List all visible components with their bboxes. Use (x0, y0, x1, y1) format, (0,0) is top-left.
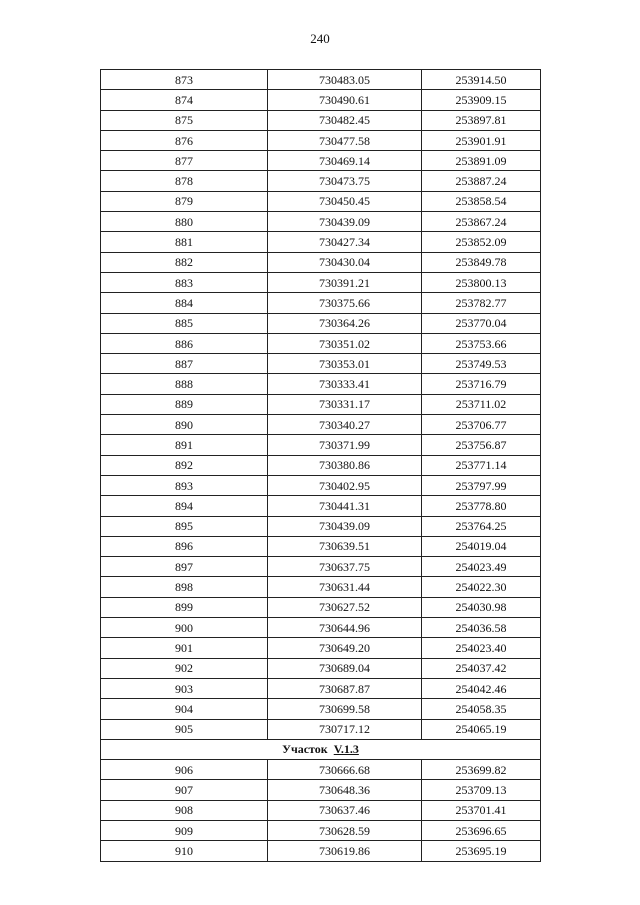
point-number-cell: 875 (101, 110, 268, 130)
table-row (101, 252, 541, 272)
point-number-cell: 884 (101, 293, 268, 313)
y-coordinate-cell: 253695.19 (422, 841, 541, 861)
table-row (101, 212, 541, 232)
point-number-cell: 901 (101, 638, 268, 658)
point-number-cell: 910 (101, 841, 268, 861)
y-coordinate-cell: 253914.50 (422, 70, 541, 90)
x-coordinate-cell: 730482.45 (268, 110, 422, 130)
y-coordinate-cell: 253891.09 (422, 151, 541, 171)
y-coordinate-cell: 254036.58 (422, 618, 541, 638)
table-row (101, 475, 541, 495)
x-coordinate-cell: 730637.46 (268, 800, 422, 820)
table-row (101, 90, 541, 110)
point-number-cell: 877 (101, 151, 268, 171)
x-coordinate-cell: 730477.58 (268, 130, 422, 150)
y-coordinate-cell: 254022.30 (422, 577, 541, 597)
point-number-cell: 897 (101, 557, 268, 577)
y-coordinate-cell: 253852.09 (422, 232, 541, 252)
y-coordinate-cell: 253709.13 (422, 780, 541, 800)
x-coordinate-cell: 730648.36 (268, 780, 422, 800)
table-row (101, 232, 541, 252)
x-coordinate-cell: 730380.86 (268, 455, 422, 475)
x-coordinate-cell: 730483.05 (268, 70, 422, 90)
point-number-cell: 887 (101, 354, 268, 374)
table-row (101, 678, 541, 698)
point-number-cell: 894 (101, 496, 268, 516)
table-row (101, 272, 541, 292)
section-label: Участок (282, 742, 328, 757)
point-number-cell: 899 (101, 597, 268, 617)
y-coordinate-cell: 253849.78 (422, 252, 541, 272)
table-row (101, 415, 541, 435)
y-coordinate-cell: 253770.04 (422, 313, 541, 333)
point-number-cell: 902 (101, 658, 268, 678)
point-number-cell: 874 (101, 90, 268, 110)
point-number-cell: 889 (101, 394, 268, 414)
table-row (101, 496, 541, 516)
x-coordinate-cell: 730666.68 (268, 760, 422, 780)
y-coordinate-cell: 253711.02 (422, 394, 541, 414)
y-coordinate-cell: 253706.77 (422, 415, 541, 435)
table-row (101, 333, 541, 353)
page-number: 240 (310, 31, 330, 46)
point-number-cell: 908 (101, 800, 268, 820)
table-row (101, 597, 541, 617)
point-number-cell: 907 (101, 780, 268, 800)
y-coordinate-cell: 253897.81 (422, 110, 541, 130)
x-coordinate-cell: 730469.14 (268, 151, 422, 171)
y-coordinate-cell: 254023.49 (422, 557, 541, 577)
y-coordinate-cell: 253771.14 (422, 455, 541, 475)
table-row (101, 130, 541, 150)
x-coordinate-cell: 730649.20 (268, 638, 422, 658)
x-coordinate-cell: 730631.44 (268, 577, 422, 597)
table-body-after (101, 760, 541, 861)
x-coordinate-cell: 730441.31 (268, 496, 422, 516)
x-coordinate-cell: 730687.87 (268, 678, 422, 698)
coordinates-table (100, 69, 541, 862)
table-row (101, 800, 541, 820)
y-coordinate-cell: 253782.77 (422, 293, 541, 313)
x-coordinate-cell: 730375.66 (268, 293, 422, 313)
point-number-cell: 895 (101, 516, 268, 536)
table-row (101, 820, 541, 840)
x-coordinate-cell: 730371.99 (268, 435, 422, 455)
point-number-cell: 885 (101, 313, 268, 333)
table-row (101, 658, 541, 678)
table-row (101, 841, 541, 861)
y-coordinate-cell: 253909.15 (422, 90, 541, 110)
y-coordinate-cell: 254058.35 (422, 699, 541, 719)
x-coordinate-cell: 730619.86 (268, 841, 422, 861)
x-coordinate-cell: 730644.96 (268, 618, 422, 638)
table-row (101, 374, 541, 394)
table-row (101, 70, 541, 90)
point-number-cell: 896 (101, 536, 268, 556)
y-coordinate-cell: 253887.24 (422, 171, 541, 191)
point-number-cell: 906 (101, 760, 268, 780)
table-row (101, 618, 541, 638)
x-coordinate-cell: 730402.95 (268, 475, 422, 495)
y-coordinate-cell: 253696.65 (422, 820, 541, 840)
table-row (101, 455, 541, 475)
x-coordinate-cell: 730628.59 (268, 820, 422, 840)
x-coordinate-cell: 730689.04 (268, 658, 422, 678)
point-number-cell: 879 (101, 191, 268, 211)
y-coordinate-cell: 253701.41 (422, 800, 541, 820)
point-number-cell: 883 (101, 272, 268, 292)
table-row (101, 760, 541, 780)
point-number-cell: 881 (101, 232, 268, 252)
x-coordinate-cell: 730637.75 (268, 557, 422, 577)
table-row (101, 780, 541, 800)
x-coordinate-cell: 730427.34 (268, 232, 422, 252)
section-header-row (101, 739, 541, 759)
y-coordinate-cell: 254065.19 (422, 719, 541, 739)
x-coordinate-cell: 730699.58 (268, 699, 422, 719)
x-coordinate-cell: 730340.27 (268, 415, 422, 435)
x-coordinate-cell: 730331.17 (268, 394, 422, 414)
x-coordinate-cell: 730364.26 (268, 313, 422, 333)
point-number-cell: 904 (101, 699, 268, 719)
y-coordinate-cell: 254019.04 (422, 536, 541, 556)
point-number-cell: 880 (101, 212, 268, 232)
x-coordinate-cell: 730430.04 (268, 252, 422, 272)
table-row (101, 191, 541, 211)
x-coordinate-cell: 730353.01 (268, 354, 422, 374)
y-coordinate-cell: 253858.54 (422, 191, 541, 211)
y-coordinate-cell: 254037.42 (422, 658, 541, 678)
y-coordinate-cell: 254030.98 (422, 597, 541, 617)
x-coordinate-cell: 730473.75 (268, 171, 422, 191)
x-coordinate-cell: 730639.51 (268, 536, 422, 556)
point-number-cell: 888 (101, 374, 268, 394)
y-coordinate-cell: 253901.91 (422, 130, 541, 150)
x-coordinate-cell: 730627.52 (268, 597, 422, 617)
table-row (101, 577, 541, 597)
y-coordinate-cell: 253716.79 (422, 374, 541, 394)
y-coordinate-cell: 253800.13 (422, 272, 541, 292)
table-row (101, 293, 541, 313)
y-coordinate-cell: 253699.82 (422, 760, 541, 780)
table-row (101, 699, 541, 719)
x-coordinate-cell: 730333.41 (268, 374, 422, 394)
x-coordinate-cell: 730351.02 (268, 333, 422, 353)
point-number-cell: 890 (101, 415, 268, 435)
point-number-cell: 892 (101, 455, 268, 475)
table-row (101, 151, 541, 171)
y-coordinate-cell: 254023.40 (422, 638, 541, 658)
table-row (101, 171, 541, 191)
x-coordinate-cell: 730439.09 (268, 516, 422, 536)
y-coordinate-cell: 253764.25 (422, 516, 541, 536)
point-number-cell: 898 (101, 577, 268, 597)
table-body-before (101, 70, 541, 740)
point-number-cell: 900 (101, 618, 268, 638)
y-coordinate-cell: 254042.46 (422, 678, 541, 698)
y-coordinate-cell: 253778.80 (422, 496, 541, 516)
x-coordinate-cell: 730717.12 (268, 719, 422, 739)
point-number-cell: 905 (101, 719, 268, 739)
table-row (101, 557, 541, 577)
point-number-cell: 893 (101, 475, 268, 495)
section-header-body (101, 739, 541, 759)
y-coordinate-cell: 253753.66 (422, 333, 541, 353)
table-row (101, 354, 541, 374)
point-number-cell: 891 (101, 435, 268, 455)
point-number-cell: 873 (101, 70, 268, 90)
point-number-cell: 886 (101, 333, 268, 353)
point-number-cell: 909 (101, 820, 268, 840)
table-row (101, 516, 541, 536)
y-coordinate-cell: 253756.87 (422, 435, 541, 455)
table-row (101, 719, 541, 739)
table-row (101, 536, 541, 556)
x-coordinate-cell: 730391.21 (268, 272, 422, 292)
table-row (101, 638, 541, 658)
table-row (101, 394, 541, 414)
point-number-cell: 878 (101, 171, 268, 191)
section-header-cell (101, 739, 541, 759)
section-code: V.1.3 (333, 742, 359, 757)
table-row (101, 435, 541, 455)
point-number-cell: 882 (101, 252, 268, 272)
point-number-cell: 903 (101, 678, 268, 698)
x-coordinate-cell: 730439.09 (268, 212, 422, 232)
y-coordinate-cell: 253797.99 (422, 475, 541, 495)
table-row (101, 110, 541, 130)
y-coordinate-cell: 253749.53 (422, 354, 541, 374)
point-number-cell: 876 (101, 130, 268, 150)
x-coordinate-cell: 730450.45 (268, 191, 422, 211)
x-coordinate-cell: 730490.61 (268, 90, 422, 110)
table-row (101, 313, 541, 333)
y-coordinate-cell: 253867.24 (422, 212, 541, 232)
